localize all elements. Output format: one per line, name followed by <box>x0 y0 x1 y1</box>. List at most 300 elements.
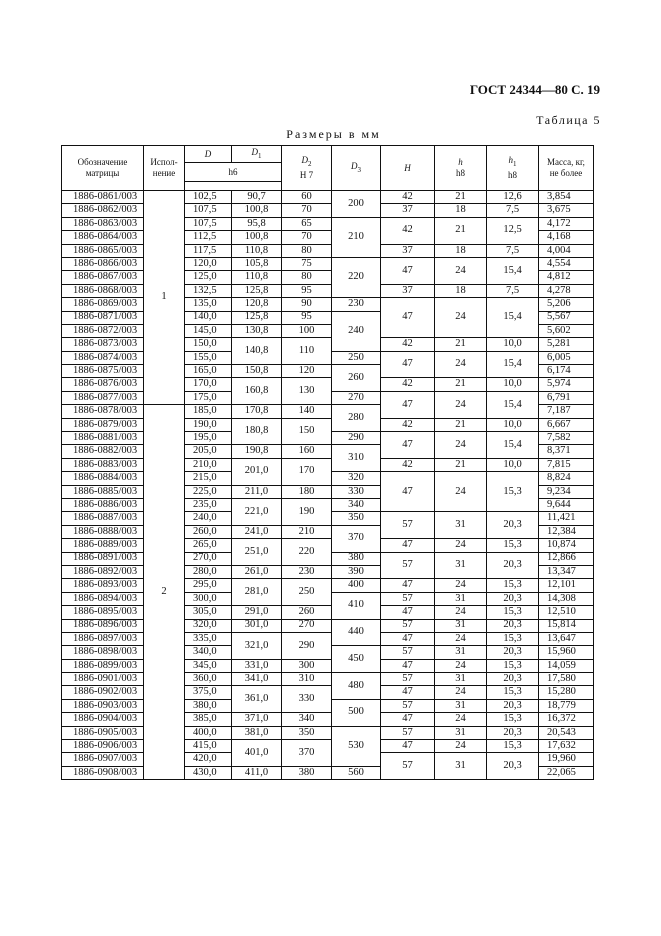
cell-d3: 250 <box>332 351 381 364</box>
cell-D: 265,0 <box>185 539 232 552</box>
cell-mass: 4,812 <box>539 271 594 284</box>
cell-d2: 60 <box>282 191 332 204</box>
cell-d3: 370 <box>332 525 381 552</box>
cell-designation: 1886-0869/003 <box>62 298 144 311</box>
cell-designation: 1886-0861/003 <box>62 191 144 204</box>
cell-H: 47 <box>381 632 435 645</box>
cell-d2: 140 <box>282 405 332 418</box>
cell-mass: 6,667 <box>539 418 594 431</box>
cell-h1: 15,3 <box>487 686 539 699</box>
cell-H: 57 <box>381 673 435 686</box>
cell-h1: 10,0 <box>487 418 539 431</box>
cell-h: 24 <box>435 432 487 459</box>
cell-h1: 7,5 <box>487 244 539 257</box>
cell-d2: 70 <box>282 231 332 244</box>
table-row <box>62 378 594 391</box>
cell-H: 57 <box>381 592 435 605</box>
cell-designation: 1886-0902/003 <box>62 686 144 699</box>
table-row <box>62 204 594 217</box>
cell-d2: 250 <box>282 579 332 606</box>
cell-h: 31 <box>435 512 487 539</box>
cell-d1: 110,8 <box>232 244 282 257</box>
cell-version: 1 <box>144 191 185 405</box>
cell-d2: 120 <box>282 365 332 378</box>
cell-h: 31 <box>435 646 487 659</box>
cell-mass: 13,647 <box>539 632 594 645</box>
cell-D: 120,0 <box>185 257 232 270</box>
cell-d3: 400 <box>332 579 381 592</box>
cell-designation: 1886-0897/003 <box>62 632 144 645</box>
cell-D: 135,0 <box>185 298 232 311</box>
cell-designation: 1886-0908/003 <box>62 766 144 779</box>
cell-mass: 5,206 <box>539 298 594 311</box>
cell-h1: 7,5 <box>487 284 539 297</box>
cell-mass: 6,005 <box>539 351 594 364</box>
cell-d3: 530 <box>332 726 381 766</box>
header-version: Испол- нение <box>144 146 185 191</box>
cell-h: 24 <box>435 257 487 284</box>
cell-h1: 20,3 <box>487 512 539 539</box>
cell-D: 205,0 <box>185 445 232 458</box>
cell-D: 140,0 <box>185 311 232 324</box>
cell-mass: 17,580 <box>539 673 594 686</box>
cell-H: 57 <box>381 726 435 739</box>
cell-h: 21 <box>435 458 487 471</box>
cell-d2: 70 <box>282 204 332 217</box>
cell-D: 102,5 <box>185 191 232 204</box>
cell-D: 155,0 <box>185 351 232 364</box>
cell-mass: 17,632 <box>539 740 594 753</box>
cell-designation: 1886-0883/003 <box>62 458 144 471</box>
cell-D: 430,0 <box>185 766 232 779</box>
cell-designation: 1886-0899/003 <box>62 659 144 672</box>
cell-d3: 500 <box>332 699 381 726</box>
cell-designation: 1886-0866/003 <box>62 257 144 270</box>
cell-H: 47 <box>381 713 435 726</box>
table-row <box>62 619 594 632</box>
cell-h: 24 <box>435 686 487 699</box>
cell-h: 18 <box>435 244 487 257</box>
cell-d1: 100,8 <box>232 204 282 217</box>
cell-d3: 280 <box>332 405 381 432</box>
cell-mass: 8,371 <box>539 445 594 458</box>
cell-D: 117,5 <box>185 244 232 257</box>
cell-designation: 1886-0894/003 <box>62 592 144 605</box>
cell-D: 380,0 <box>185 699 232 712</box>
cell-h1: 10,0 <box>487 458 539 471</box>
table-row <box>62 298 594 311</box>
cell-d3: 260 <box>332 365 381 392</box>
cell-h1: 20,3 <box>487 699 539 712</box>
cell-D: 295,0 <box>185 579 232 592</box>
cell-h1: 15,4 <box>487 351 539 378</box>
cell-d2: 330 <box>282 686 332 713</box>
cell-h: 24 <box>435 391 487 418</box>
cell-designation: 1886-0898/003 <box>62 646 144 659</box>
cell-h: 31 <box>435 699 487 712</box>
cell-d2: 80 <box>282 244 332 257</box>
cell-mass: 5,567 <box>539 311 594 324</box>
cell-H: 37 <box>381 244 435 257</box>
header-h1: $h_1$ h8 <box>487 146 539 191</box>
cell-d1: 321,0 <box>232 632 282 659</box>
cell-d3: 330 <box>332 485 381 498</box>
cell-mass: 5,602 <box>539 324 594 337</box>
table-row <box>62 606 594 619</box>
cell-d1: 401,0 <box>232 740 282 767</box>
cell-designation: 1886-0876/003 <box>62 378 144 391</box>
cell-version: 2 <box>144 405 185 780</box>
cell-H: 42 <box>381 458 435 471</box>
cell-mass: 10,874 <box>539 539 594 552</box>
cell-designation: 1886-0889/003 <box>62 539 144 552</box>
cell-mass: 15,280 <box>539 686 594 699</box>
cell-D: 150,0 <box>185 338 232 351</box>
cell-d2: 350 <box>282 726 332 739</box>
cell-designation: 1886-0892/003 <box>62 565 144 578</box>
cell-h: 24 <box>435 472 487 512</box>
cell-mass: 14,059 <box>539 659 594 672</box>
cell-D: 240,0 <box>185 512 232 525</box>
cell-designation: 1886-0896/003 <box>62 619 144 632</box>
cell-d2: 180 <box>282 485 332 498</box>
cell-d2: 80 <box>282 271 332 284</box>
cell-mass: 11,421 <box>539 512 594 525</box>
cell-h: 31 <box>435 753 487 780</box>
table-row <box>62 659 594 672</box>
cell-mass: 9,234 <box>539 485 594 498</box>
cell-d1: 140,8 <box>232 338 282 365</box>
cell-designation: 1886-0878/003 <box>62 405 144 418</box>
cell-d1: 261,0 <box>232 565 282 578</box>
cell-mass: 4,168 <box>539 231 594 244</box>
cell-d3: 410 <box>332 592 381 619</box>
cell-D: 107,5 <box>185 217 232 230</box>
header-D: D <box>185 146 232 163</box>
cell-d1: 251,0 <box>232 539 282 566</box>
cell-d3: 440 <box>332 619 381 646</box>
cell-d3: 480 <box>332 673 381 700</box>
cell-h1: 20,3 <box>487 619 539 632</box>
cell-d2: 370 <box>282 740 332 767</box>
table-row <box>62 686 594 699</box>
cell-D: 195,0 <box>185 432 232 445</box>
cell-d3: 450 <box>332 646 381 673</box>
cell-mass: 8,824 <box>539 472 594 485</box>
cell-D: 340,0 <box>185 646 232 659</box>
cell-h1: 15,4 <box>487 432 539 459</box>
cell-designation: 1886-0873/003 <box>62 338 144 351</box>
cell-designation: 1886-0875/003 <box>62 365 144 378</box>
cell-designation: 1886-0893/003 <box>62 579 144 592</box>
cell-mass: 4,278 <box>539 284 594 297</box>
table-row <box>62 740 594 753</box>
cell-mass: 19,960 <box>539 753 594 766</box>
header-D1: $D_1$ <box>232 146 282 163</box>
cell-D: 360,0 <box>185 673 232 686</box>
cell-H: 47 <box>381 659 435 672</box>
cell-mass: 14,308 <box>539 592 594 605</box>
cell-h1: 12,6 <box>487 191 539 204</box>
cell-mass: 22,065 <box>539 766 594 779</box>
cell-designation: 1886-0888/003 <box>62 525 144 538</box>
cell-d1: 110,8 <box>232 271 282 284</box>
cell-d2: 170 <box>282 458 332 485</box>
cell-mass: 4,172 <box>539 217 594 230</box>
cell-mass: 7,187 <box>539 405 594 418</box>
cell-H: 57 <box>381 646 435 659</box>
cell-mass: 16,372 <box>539 713 594 726</box>
cell-mass: 6,174 <box>539 365 594 378</box>
table-row <box>62 673 594 686</box>
cell-h1: 20,3 <box>487 552 539 579</box>
cell-mass: 6,791 <box>539 391 594 404</box>
header-designation: Обозначение матрицы <box>62 146 144 191</box>
cell-designation: 1886-0877/003 <box>62 391 144 404</box>
cell-d1: 180,8 <box>232 418 282 445</box>
cell-H: 47 <box>381 539 435 552</box>
table-title: Таблица 5 <box>536 113 601 127</box>
cell-d1: 361,0 <box>232 686 282 713</box>
cell-d1: 105,8 <box>232 257 282 270</box>
header-mass: Масса, кг, не более <box>539 146 594 191</box>
cell-h1: 15,3 <box>487 579 539 592</box>
cell-h1: 15,3 <box>487 740 539 753</box>
cell-d1: 90,7 <box>232 191 282 204</box>
cell-D: 300,0 <box>185 592 232 605</box>
cell-d3: 310 <box>332 445 381 472</box>
cell-designation: 1886-0884/003 <box>62 472 144 485</box>
cell-d1: 125,8 <box>232 311 282 324</box>
cell-d2: 65 <box>282 217 332 230</box>
table-row <box>62 244 594 257</box>
cell-d3: 320 <box>332 472 381 485</box>
cell-h: 18 <box>435 204 487 217</box>
cell-D: 132,5 <box>185 284 232 297</box>
header-H: H <box>381 146 435 191</box>
cell-d3: 390 <box>332 565 381 578</box>
header-h: h h8 <box>435 146 487 191</box>
header-tolerance: h6 <box>185 163 282 182</box>
cell-H: 47 <box>381 606 435 619</box>
dimensions-table <box>61 145 594 780</box>
cell-designation: 1886-0882/003 <box>62 445 144 458</box>
cell-H: 37 <box>381 284 435 297</box>
table-row <box>62 632 594 645</box>
table-row <box>62 284 594 297</box>
cell-designation: 1886-0864/003 <box>62 231 144 244</box>
cell-d2: 220 <box>282 539 332 566</box>
header-D3: $D_3$ <box>332 146 381 191</box>
table-row <box>62 418 594 431</box>
cell-d3: 560 <box>332 766 381 779</box>
cell-H: 57 <box>381 699 435 712</box>
cell-h: 24 <box>435 713 487 726</box>
cell-h1: 20,3 <box>487 753 539 780</box>
cell-D: 165,0 <box>185 365 232 378</box>
cell-D: 107,5 <box>185 204 232 217</box>
cell-h: 24 <box>435 579 487 592</box>
cell-d1: 170,8 <box>232 405 282 418</box>
cell-h1: 20,3 <box>487 726 539 739</box>
cell-H: 42 <box>381 338 435 351</box>
cell-D: 270,0 <box>185 552 232 565</box>
cell-d3: 290 <box>332 432 381 445</box>
cell-h: 31 <box>435 673 487 686</box>
cell-designation: 1886-0891/003 <box>62 552 144 565</box>
table-row <box>62 539 594 552</box>
cell-D: 210,0 <box>185 458 232 471</box>
cell-h1: 20,3 <box>487 592 539 605</box>
cell-designation: 1886-0901/003 <box>62 673 144 686</box>
cell-D: 320,0 <box>185 619 232 632</box>
cell-H: 57 <box>381 552 435 579</box>
cell-D: 375,0 <box>185 686 232 699</box>
cell-mass: 15,960 <box>539 646 594 659</box>
cell-h: 21 <box>435 217 487 244</box>
cell-d3: 240 <box>332 311 381 351</box>
cell-designation: 1886-0887/003 <box>62 512 144 525</box>
cell-d2: 340 <box>282 713 332 726</box>
cell-mass: 5,974 <box>539 378 594 391</box>
cell-mass: 12,384 <box>539 525 594 538</box>
cell-H: 42 <box>381 217 435 244</box>
cell-mass: 20,543 <box>539 726 594 739</box>
cell-mass: 5,281 <box>539 338 594 351</box>
cell-h1: 15,3 <box>487 659 539 672</box>
cell-h1: 15,3 <box>487 606 539 619</box>
cell-d3: 200 <box>332 191 381 218</box>
cell-d2: 300 <box>282 659 332 672</box>
cell-D: 260,0 <box>185 525 232 538</box>
cell-d3: 210 <box>332 217 381 257</box>
cell-d1: 190,8 <box>232 445 282 458</box>
cell-d2: 100 <box>282 324 332 337</box>
cell-D: 225,0 <box>185 485 232 498</box>
cell-d2: 230 <box>282 565 332 578</box>
cell-d2: 150 <box>282 418 332 445</box>
cell-d1: 331,0 <box>232 659 282 672</box>
table-row <box>62 257 594 270</box>
cell-mass: 18,779 <box>539 699 594 712</box>
cell-D: 235,0 <box>185 498 232 511</box>
cell-h: 21 <box>435 191 487 204</box>
cell-d3: 380 <box>332 552 381 565</box>
table-row <box>62 726 594 739</box>
cell-d1: 201,0 <box>232 458 282 485</box>
cell-designation: 1886-0865/003 <box>62 244 144 257</box>
table-row <box>62 458 594 471</box>
table-row <box>62 191 594 204</box>
cell-D: 170,0 <box>185 378 232 391</box>
cell-h1: 20,3 <box>487 673 539 686</box>
cell-mass: 3,675 <box>539 204 594 217</box>
cell-designation: 1886-0906/003 <box>62 740 144 753</box>
cell-designation: 1886-0907/003 <box>62 753 144 766</box>
cell-h1: 10,0 <box>487 338 539 351</box>
cell-D: 335,0 <box>185 632 232 645</box>
cell-h1: 15,3 <box>487 539 539 552</box>
cell-D: 345,0 <box>185 659 232 672</box>
cell-h: 24 <box>435 606 487 619</box>
cell-h: 18 <box>435 284 487 297</box>
cell-D: 215,0 <box>185 472 232 485</box>
cell-h: 31 <box>435 619 487 632</box>
cell-h: 31 <box>435 592 487 605</box>
cell-D: 112,5 <box>185 231 232 244</box>
cell-d2: 190 <box>282 498 332 525</box>
cell-designation: 1886-0881/003 <box>62 432 144 445</box>
cell-D: 190,0 <box>185 418 232 431</box>
cell-mass: 4,554 <box>539 257 594 270</box>
cell-d2: 75 <box>282 257 332 270</box>
cell-d1: 281,0 <box>232 579 282 606</box>
cell-H: 47 <box>381 351 435 378</box>
cell-d1: 211,0 <box>232 485 282 498</box>
cell-h: 24 <box>435 659 487 672</box>
cell-h1: 10,0 <box>487 378 539 391</box>
cell-d1: 130,8 <box>232 324 282 337</box>
cell-H: 37 <box>381 204 435 217</box>
cell-mass: 9,644 <box>539 498 594 511</box>
cell-H: 42 <box>381 378 435 391</box>
cell-D: 415,0 <box>185 740 232 753</box>
cell-d2: 110 <box>282 338 332 365</box>
cell-h1: 15,4 <box>487 391 539 418</box>
cell-d1: 120,8 <box>232 298 282 311</box>
cell-designation: 1886-0871/003 <box>62 311 144 324</box>
cell-d3: 350 <box>332 512 381 525</box>
cell-d3: 220 <box>332 257 381 297</box>
cell-d1: 150,8 <box>232 365 282 378</box>
cell-H: 42 <box>381 191 435 204</box>
cell-d2: 310 <box>282 673 332 686</box>
cell-h1: 15,4 <box>487 298 539 338</box>
cell-d1: 100,8 <box>232 231 282 244</box>
cell-d2: 160 <box>282 445 332 458</box>
cell-H: 47 <box>381 432 435 459</box>
header-D2: $D_2$ H 7 <box>282 146 332 191</box>
cell-H: 47 <box>381 298 435 338</box>
table-row <box>62 579 594 592</box>
cell-d2: 290 <box>282 632 332 659</box>
cell-mass: 15,814 <box>539 619 594 632</box>
cell-h: 21 <box>435 418 487 431</box>
cell-mass: 13,347 <box>539 565 594 578</box>
cell-d1: 301,0 <box>232 619 282 632</box>
cell-D: 385,0 <box>185 713 232 726</box>
cell-designation: 1886-0885/003 <box>62 485 144 498</box>
cell-d1: 411,0 <box>232 766 282 779</box>
cell-h: 31 <box>435 726 487 739</box>
cell-d1: 241,0 <box>232 525 282 538</box>
cell-designation: 1886-0895/003 <box>62 606 144 619</box>
cell-D: 185,0 <box>185 405 232 418</box>
cell-h1: 20,3 <box>487 646 539 659</box>
cell-D: 420,0 <box>185 753 232 766</box>
cell-d2: 95 <box>282 284 332 297</box>
cell-d1: 381,0 <box>232 726 282 739</box>
cell-d2: 90 <box>282 298 332 311</box>
cell-mass: 12,866 <box>539 552 594 565</box>
cell-H: 47 <box>381 579 435 592</box>
cell-h: 24 <box>435 632 487 645</box>
cell-D: 125,0 <box>185 271 232 284</box>
cell-mass: 7,815 <box>539 458 594 471</box>
cell-mass: 12,101 <box>539 579 594 592</box>
cell-D: 280,0 <box>185 565 232 578</box>
cell-d2: 380 <box>282 766 332 779</box>
